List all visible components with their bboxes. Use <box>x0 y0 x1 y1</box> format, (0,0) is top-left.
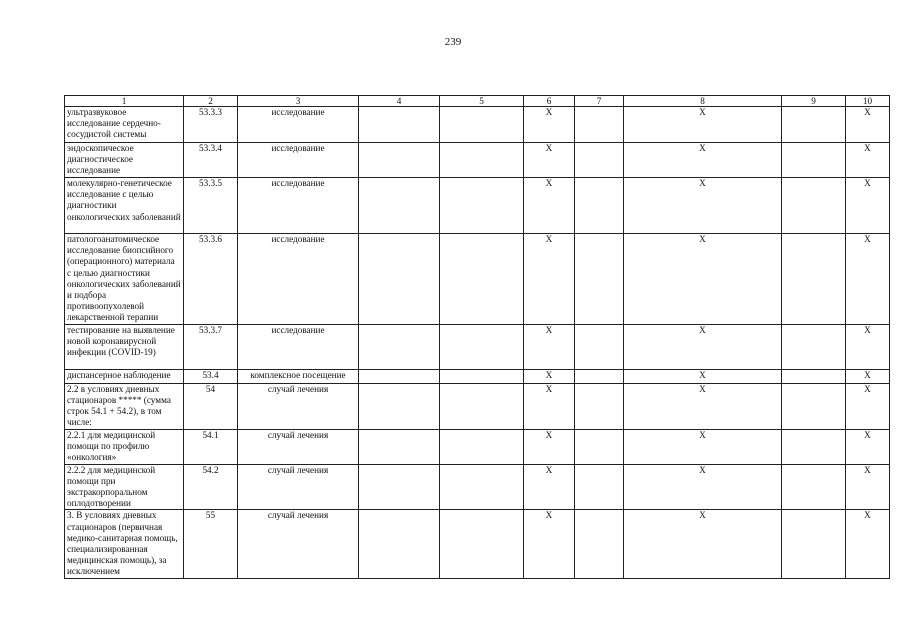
row-unit: исследование <box>238 143 359 178</box>
cell-col-8: X <box>624 324 782 369</box>
cell-col-8: X <box>624 369 782 383</box>
cell-col-7 <box>575 234 624 325</box>
row-code: 53.3.5 <box>184 178 238 234</box>
row-name: молекулярно-генетическое исследование с целью диагностики онкологических заболеваний <box>65 178 184 234</box>
cell-col-10: X <box>846 234 890 325</box>
cell-col-5 <box>440 429 524 464</box>
cell-col-5 <box>440 178 524 234</box>
row-unit: случай лечения <box>238 464 359 510</box>
col-header-3: 3 <box>238 96 359 107</box>
cell-col-7 <box>575 383 624 429</box>
row-unit: исследование <box>238 107 359 143</box>
cell-col-5 <box>440 510 524 578</box>
cell-col-8: X <box>624 143 782 178</box>
cell-col-5 <box>440 464 524 510</box>
cell-col-4 <box>359 510 440 578</box>
cell-col-5 <box>440 107 524 143</box>
table-row <box>65 464 890 510</box>
table-row <box>65 143 890 178</box>
table-row <box>65 429 890 464</box>
table-row <box>65 107 890 143</box>
cell-col-10: X <box>846 107 890 143</box>
cell-col-8: X <box>624 234 782 325</box>
col-header-5: 5 <box>440 96 524 107</box>
cell-col-6: X <box>524 324 575 369</box>
cell-col-10: X <box>846 178 890 234</box>
row-code: 54.1 <box>184 429 238 464</box>
cell-col-7 <box>575 429 624 464</box>
cell-col-4 <box>359 464 440 510</box>
cell-col-4 <box>359 383 440 429</box>
cell-col-8: X <box>624 510 782 578</box>
cell-col-6: X <box>524 234 575 325</box>
cell-col-4 <box>359 429 440 464</box>
cell-col-4 <box>359 178 440 234</box>
row-unit: комплексное посещение <box>238 369 359 383</box>
cell-col-4 <box>359 143 440 178</box>
cell-col-7 <box>575 178 624 234</box>
cell-col-9 <box>782 464 846 510</box>
col-header-8: 8 <box>624 96 782 107</box>
col-header-9: 9 <box>782 96 846 107</box>
row-name: 2.2 в условиях дневных стационаров ***** (сумма строк 54.1 + 54.2), в том числе: <box>65 383 184 429</box>
row-name: 2.2.1 для медицинской помощи по профилю «онкология» <box>65 429 184 464</box>
cell-col-8: X <box>624 429 782 464</box>
cell-col-9 <box>782 234 846 325</box>
cell-col-9 <box>782 107 846 143</box>
table-row <box>65 178 890 234</box>
cell-col-7 <box>575 107 624 143</box>
col-header-6: 6 <box>524 96 575 107</box>
row-unit: исследование <box>238 178 359 234</box>
col-header-1: 1 <box>65 96 184 107</box>
col-header-4: 4 <box>359 96 440 107</box>
cell-col-10: X <box>846 383 890 429</box>
row-code: 53.3.4 <box>184 143 238 178</box>
cell-col-6: X <box>524 510 575 578</box>
cell-col-6: X <box>524 143 575 178</box>
row-code: 55 <box>184 510 238 578</box>
row-code: 53.3.3 <box>184 107 238 143</box>
cell-col-8: X <box>624 178 782 234</box>
row-code: 54.2 <box>184 464 238 510</box>
cell-col-7 <box>575 324 624 369</box>
row-name: 3. В условиях дневных стационаров (первичная медико-санитарная помощь, специализированная медицинская помощь), за исключением <box>65 510 184 578</box>
cell-col-5 <box>440 324 524 369</box>
cell-col-9 <box>782 369 846 383</box>
cell-col-7 <box>575 510 624 578</box>
cell-col-9 <box>782 510 846 578</box>
cell-col-9 <box>782 429 846 464</box>
col-header-7: 7 <box>575 96 624 107</box>
row-unit: случай лечения <box>238 429 359 464</box>
cell-col-8: X <box>624 383 782 429</box>
cell-col-10: X <box>846 324 890 369</box>
page-number: 239 <box>444 36 462 48</box>
col-header-2: 2 <box>184 96 238 107</box>
cell-col-9 <box>782 324 846 369</box>
table-row <box>65 510 890 578</box>
table-row <box>65 324 890 369</box>
cell-col-9 <box>782 178 846 234</box>
row-name: эндоскопическое диагностическое исследование <box>65 143 184 178</box>
cell-col-7 <box>575 464 624 510</box>
cell-col-10: X <box>846 464 890 510</box>
cell-col-6: X <box>524 429 575 464</box>
row-unit: исследование <box>238 234 359 325</box>
data-table <box>64 95 890 579</box>
row-name: патологоанатомическое исследование биопсийного (операционного) материала с целью диагностики онкологических заболеваний и подбора противоопухолевой лекарственной терапии <box>65 234 184 325</box>
cell-col-10: X <box>846 143 890 178</box>
row-name: 2.2.2 для медицинской помощи при экстракорпоральном оплодотворении <box>65 464 184 510</box>
row-name: ультразвуковое исследование сердечно-сосудистой системы <box>65 107 184 143</box>
cell-col-7 <box>575 369 624 383</box>
cell-col-5 <box>440 143 524 178</box>
cell-col-10: X <box>846 510 890 578</box>
row-code: 53.4 <box>184 369 238 383</box>
header-row <box>65 96 890 107</box>
cell-col-5 <box>440 234 524 325</box>
table-row <box>65 369 890 383</box>
table-row <box>65 383 890 429</box>
cell-col-9 <box>782 383 846 429</box>
cell-col-6: X <box>524 107 575 143</box>
cell-col-10: X <box>846 429 890 464</box>
cell-col-6: X <box>524 464 575 510</box>
cell-col-4 <box>359 324 440 369</box>
cell-col-5 <box>440 383 524 429</box>
row-name: диспансерное наблюдение <box>65 369 184 383</box>
row-code: 54 <box>184 383 238 429</box>
row-code: 53.3.6 <box>184 234 238 325</box>
cell-col-5 <box>440 369 524 383</box>
cell-col-8: X <box>624 107 782 143</box>
cell-col-4 <box>359 107 440 143</box>
col-header-10: 10 <box>846 96 890 107</box>
cell-col-9 <box>782 143 846 178</box>
cell-col-8: X <box>624 464 782 510</box>
cell-col-6: X <box>524 383 575 429</box>
row-unit: исследование <box>238 324 359 369</box>
cell-col-4 <box>359 369 440 383</box>
row-unit: случай лечения <box>238 510 359 578</box>
row-unit: случай лечения <box>238 383 359 429</box>
row-code: 53.3.7 <box>184 324 238 369</box>
cell-col-10: X <box>846 369 890 383</box>
cell-col-7 <box>575 143 624 178</box>
cell-col-6: X <box>524 369 575 383</box>
row-name: тестирование на выявление новой коронавирусной инфекции (COVID-19) <box>65 324 184 369</box>
table-row <box>65 234 890 325</box>
cell-col-4 <box>359 234 440 325</box>
cell-col-6: X <box>524 178 575 234</box>
